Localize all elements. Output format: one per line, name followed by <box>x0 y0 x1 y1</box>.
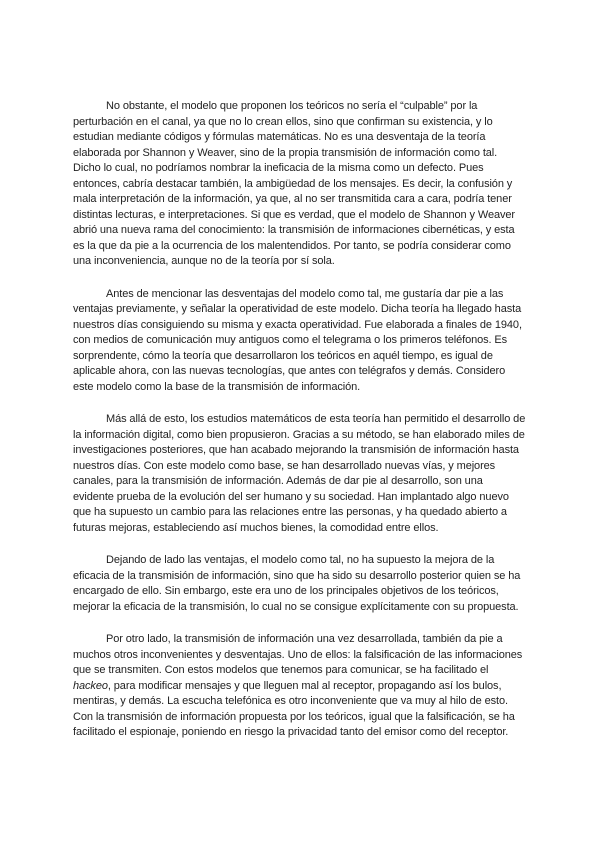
document-body <box>73 99 526 758</box>
paragraph-1-text: No obstante, el modelo que proponen los teóricos no sería el “culpable” por la perturbación en el canal, ya que no lo crean ellos, sino que confirman su existencia, y lo estudian mediante códigos y fórmulas matemáticas. No es una desventaja de la teoría elaborada por Shannon y Weaver, sino de la propia transmisión de información como tal. Dicho lo cual, no podríamos nombrar la ineficacia de la misma como un defecto. Pues entonces, cabría destacar también, la ambigüedad de los mensajes. Es decir, la confusión y mala interpretación de la información, ya que, al no ser transmitida cara a cara, podría tener distintas lecturas, e interpretaciones. Si que es verdad, que el modelo de Shannon y Weaver abrió una nueva rama del conocimiento: la transmisión de informaciones cibernéticas, y esta es la que da pie a la ocurrencia de los malentendidos. Por tanto, se podría considerar como una inconveniencia, aunque no de la teoría por sí sola. <box>73 100 515 267</box>
paragraph-2 <box>73 287 526 396</box>
paragraph-5-text-b: , para modificar mensajes y que lleguen mal al receptor, propagando así los bulos, mentiras, y demás. La escucha telefónica es otro inconveniente que va muy al hilo de esto. Con la transmisión de información propuesta por los teóricos, igual que la falsificación, se ha facilitado el espionaje, poniendo en riesgo la privacidad tanto del emisor como del receptor. <box>73 679 515 738</box>
paragraph-4 <box>73 553 526 615</box>
paragraph-2-text: Antes de mencionar las desventajas del modelo como tal, me gustaría dar pie a las ventajas previamente, y señalar la operatividad de este modelo. Dicha teoría ha llegado hasta nuestros días consiguiendo su misma y exacta operatividad. Fue elaborada a finales de 1940, con medios de comunicación muy antiguos como el telegrama o los primeros teléfonos. Es sorprendente, cómo la teoría que desarrollaron los teóricos en aquél tiempo, es igual de aplicable ahora, con las nuevas tecnologías, que antes con telégrafos y demás. Considero este modelo como la base de la transmisión de información. <box>73 287 522 393</box>
paragraph-1 <box>73 99 526 270</box>
paragraph-5-italic-term: hackeo <box>73 679 108 692</box>
paragraph-5-text-a: Por otro lado, la transmisión de información una vez desarrollada, también da pie a muchos otros inconvenientes y desventajas. Uno de ellos: la falsificación de las informaciones que se transmiten. Con estos modelos que tenemos para comunicar, se ha facilitado el <box>73 633 523 676</box>
paragraph-3-text: Más allá de esto, los estudios matemáticos de esta teoría han permitido el desarrollo de la información digital, como bien propusieron. Gracias a su método, se han elaborado miles de investigaciones posteriores, que han acabado mejorando la transmisión de información hasta nuestros días. Con este modelo como base, se han desarrollado nuevas vías, y mejores canales, para la transmisión de información. Además de dar pie al desarrollo, son una evidente prueba de la evolución del ser humano y su sociedad. Han implantado algo nuevo que ha supuesto un cambio para las relaciones entre las personas, y ha quedado abierto a futuras mejoras, estableciendo así muchos bienes, la comodidad entre ellos. <box>73 413 526 534</box>
paragraph-3 <box>73 412 526 536</box>
paragraph-5 <box>73 632 526 741</box>
paragraph-4-text: Dejando de lado las ventajas, el modelo como tal, no ha supuesto la mejora de la eficacia de la transmisión de información, sino que ha sido su desarrollo posterior quien se ha encargado de ello. Sin embargo, este era uno de los principales objetivos de los teóricos, mejorar la eficacia de la transmisión, lo cual no se consigue explícitamente con su propuesta. <box>73 554 521 613</box>
